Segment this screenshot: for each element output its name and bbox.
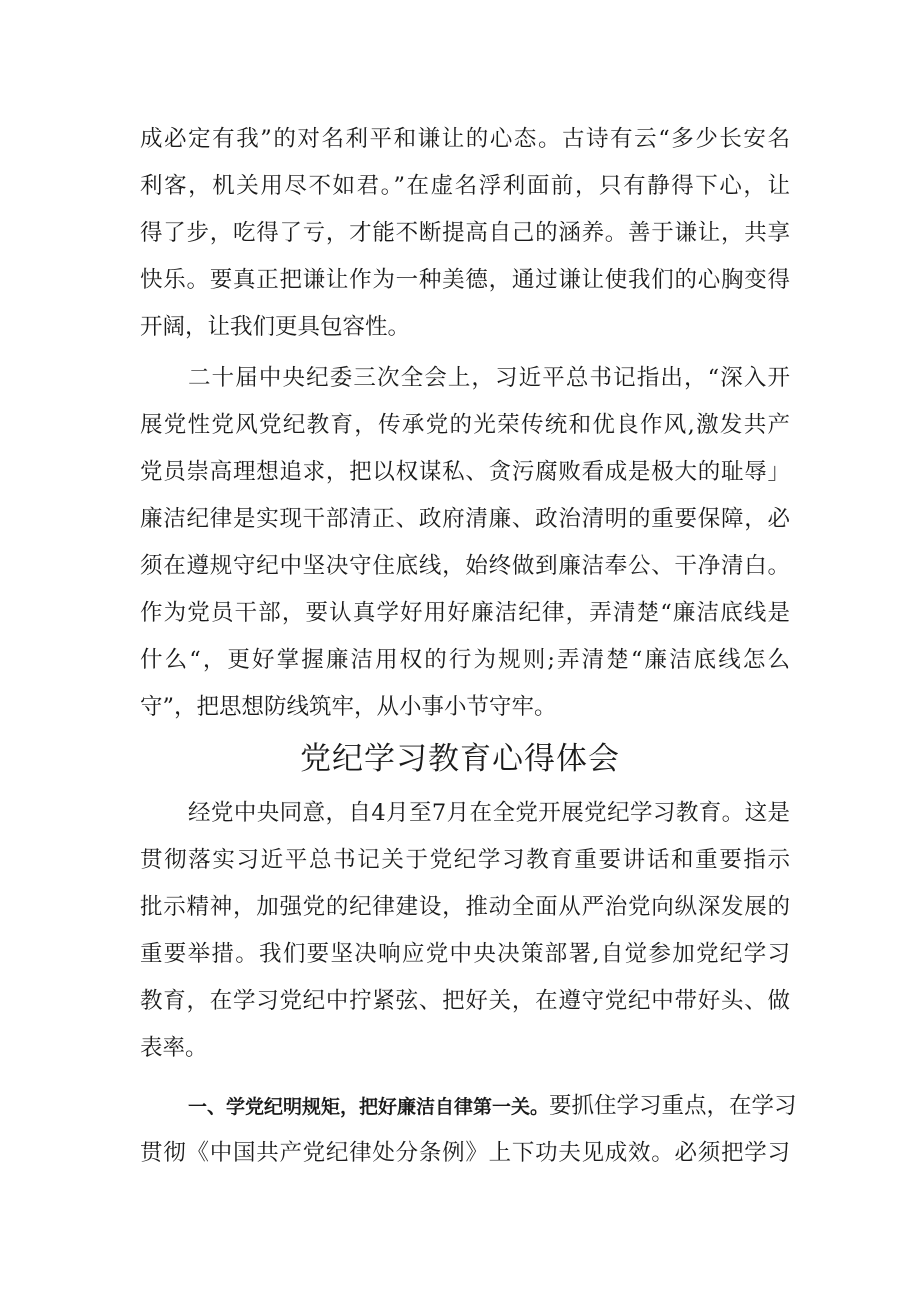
text-line: 利客，机关用尽不如君。”在虚名浮利面前，只有静得下心，让: [140, 173, 790, 199]
text-line: 廉洁纪律是实现干部清正、政府清廉、政治清明的重要保障，必: [140, 506, 790, 532]
text-line: 贯彻《中国共产党纪律处分条例》上下功夫见成效。必须把学习: [140, 1140, 790, 1166]
text-line: 二十届中央纪委三次全会上，习近平总书记指出，“深入开: [188, 365, 790, 391]
text-line: 展党性党风党纪教育，传承党的光荣传统和优良作风,激发共产: [140, 412, 790, 438]
text-line: 开阔，让我们更具包容性。: [140, 314, 411, 340]
text-line: 守”，把思想防线筑牢，从小事小节守牢。: [140, 694, 557, 720]
document-title: 党纪学习教育心得体会: [300, 741, 620, 777]
section-heading-line: [188, 1091, 797, 1122]
section-heading: 一、学党纪明规矩，把好廉洁自律第一关。: [188, 1096, 550, 1118]
text-line: 须在遵规守纪中坚决守住底线，始终做到廉洁奉公、干净清白。: [140, 553, 790, 579]
text-line: 成必定有我”的对名利平和谦让的心态。古诗有云“多少长安名: [140, 126, 790, 152]
text-line: 得了步，吃得了亏，才能不断提高自己的涵养。善于谦让，共享: [140, 220, 790, 246]
section-text: 要抓住学习重点，在学习: [549, 1093, 797, 1119]
text-line: 快乐。要真正把谦让作为一种美德，通过谦让使我们的心胸变得: [140, 267, 790, 293]
text-line: 重要举措。我们要坚决响应党中央决策部署,自觉参加党纪学习: [140, 941, 790, 967]
text-line: 批示精神，加强党的纪律建设，推动全面从严治党向纵深发展的: [140, 894, 790, 920]
text-line: 教育，在学习党纪中拧紧弦、把好关，在遵守党纪中带好头、做: [140, 988, 790, 1014]
text-line: 作为党员干部，要认真学好用好廉洁纪律，弄清楚“廉洁底线是: [140, 600, 790, 626]
text-line: 党员崇高理想追求，把以权谋私、贪污腐败看成是极大的耻辱」: [140, 459, 790, 485]
text-line: 表率。: [140, 1035, 208, 1061]
text-line: 经党中央同意，自4月至7月在全党开展党纪学习教育。这是: [188, 800, 790, 826]
text-line: 什么“，更好掌握廉洁用权的行为规则;弄清楚“廉洁底线怎么: [140, 647, 790, 673]
text-line: 贯彻落实习近平总书记关于党纪学习教育重要讲话和重要指示: [140, 847, 790, 873]
